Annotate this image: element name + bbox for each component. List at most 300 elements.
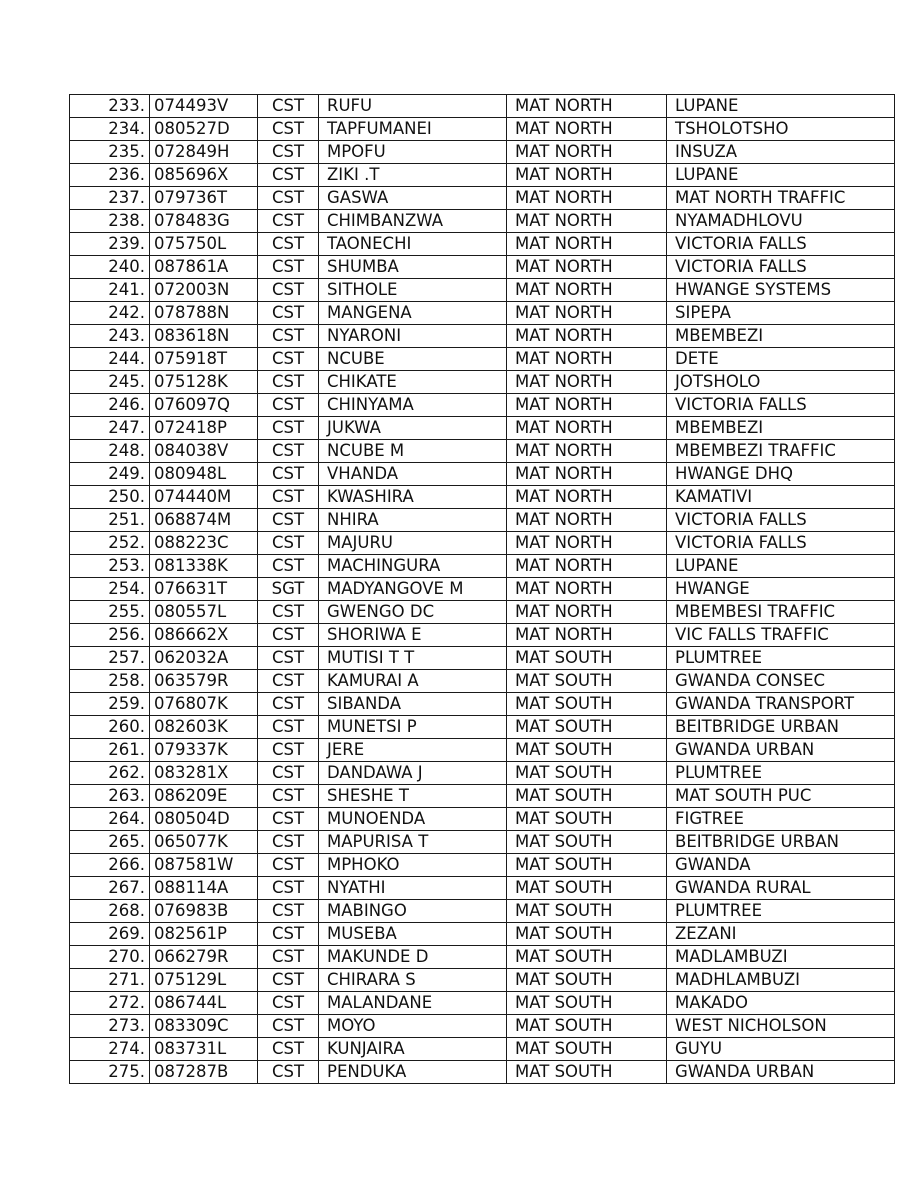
surname-cell: MUNOENDA: [319, 808, 507, 831]
row-number-cell: 258.: [70, 670, 150, 693]
force-number-cell: 083281X: [150, 762, 258, 785]
station-cell: KAMATIVI: [667, 486, 895, 509]
row-number-cell: 256.: [70, 624, 150, 647]
table-row: [70, 923, 895, 946]
row-number-cell: 235.: [70, 141, 150, 164]
surname-cell: JUKWA: [319, 417, 507, 440]
table-row: [70, 831, 895, 854]
row-number-cell: 242.: [70, 302, 150, 325]
roster-table: [69, 94, 895, 1084]
province-cell: MAT NORTH: [507, 348, 667, 371]
surname-cell: MABINGO: [319, 900, 507, 923]
force-number-cell: 087287B: [150, 1061, 258, 1084]
province-cell: MAT NORTH: [507, 624, 667, 647]
province-cell: MAT NORTH: [507, 555, 667, 578]
rank-cell: CST: [258, 1038, 319, 1061]
force-number-cell: 068874M: [150, 509, 258, 532]
table-row: [70, 256, 895, 279]
table-row: [70, 739, 895, 762]
rank-cell: CST: [258, 923, 319, 946]
table-row: [70, 440, 895, 463]
force-number-cell: 075129L: [150, 969, 258, 992]
table-row: [70, 693, 895, 716]
row-number-cell: 275.: [70, 1061, 150, 1084]
row-number-cell: 264.: [70, 808, 150, 831]
surname-cell: MALANDANE: [319, 992, 507, 1015]
force-number-cell: 086744L: [150, 992, 258, 1015]
station-cell: HWANGE: [667, 578, 895, 601]
station-cell: MBEMBESI TRAFFIC: [667, 601, 895, 624]
force-number-cell: 065077K: [150, 831, 258, 854]
surname-cell: MPHOKO: [319, 854, 507, 877]
row-number-cell: 262.: [70, 762, 150, 785]
table-row: [70, 164, 895, 187]
province-cell: MAT SOUTH: [507, 647, 667, 670]
station-cell: GWANDA URBAN: [667, 739, 895, 762]
table-row: [70, 1061, 895, 1084]
row-number-cell: 245.: [70, 371, 150, 394]
province-cell: MAT SOUTH: [507, 1015, 667, 1038]
row-number-cell: 247.: [70, 417, 150, 440]
table-row: [70, 762, 895, 785]
station-cell: JOTSHOLO: [667, 371, 895, 394]
table-row: [70, 877, 895, 900]
surname-cell: CHIRARA S: [319, 969, 507, 992]
force-number-cell: 087581W: [150, 854, 258, 877]
row-number-cell: 273.: [70, 1015, 150, 1038]
table-row: [70, 808, 895, 831]
table-row: [70, 509, 895, 532]
force-number-cell: 086209E: [150, 785, 258, 808]
rank-cell: CST: [258, 95, 319, 118]
rank-cell: CST: [258, 233, 319, 256]
province-cell: MAT SOUTH: [507, 762, 667, 785]
province-cell: MAT SOUTH: [507, 992, 667, 1015]
rank-cell: CST: [258, 210, 319, 233]
row-number-cell: 263.: [70, 785, 150, 808]
rank-cell: CST: [258, 762, 319, 785]
row-number-cell: 249.: [70, 463, 150, 486]
table-row: [70, 95, 895, 118]
province-cell: MAT NORTH: [507, 440, 667, 463]
province-cell: MAT NORTH: [507, 164, 667, 187]
table-row: [70, 302, 895, 325]
row-number-cell: 244.: [70, 348, 150, 371]
row-number-cell: 267.: [70, 877, 150, 900]
province-cell: MAT SOUTH: [507, 854, 667, 877]
rank-cell: CST: [258, 371, 319, 394]
table-row: [70, 624, 895, 647]
rank-cell: CST: [258, 670, 319, 693]
station-cell: VICTORIA FALLS: [667, 509, 895, 532]
force-number-cell: 074440M: [150, 486, 258, 509]
station-cell: MAKADO: [667, 992, 895, 1015]
table-row: [70, 325, 895, 348]
force-number-cell: 080527D: [150, 118, 258, 141]
province-cell: MAT SOUTH: [507, 923, 667, 946]
rank-cell: CST: [258, 187, 319, 210]
row-number-cell: 268.: [70, 900, 150, 923]
surname-cell: CHINYAMA: [319, 394, 507, 417]
force-number-cell: 084038V: [150, 440, 258, 463]
force-number-cell: 066279R: [150, 946, 258, 969]
station-cell: GWANDA: [667, 854, 895, 877]
surname-cell: MUSEBA: [319, 923, 507, 946]
rank-cell: CST: [258, 877, 319, 900]
force-number-cell: 087861A: [150, 256, 258, 279]
force-number-cell: 079337K: [150, 739, 258, 762]
station-cell: LUPANE: [667, 164, 895, 187]
table-row: [70, 463, 895, 486]
province-cell: MAT SOUTH: [507, 670, 667, 693]
row-number-cell: 259.: [70, 693, 150, 716]
surname-cell: CHIKATE: [319, 371, 507, 394]
station-cell: PLUMTREE: [667, 762, 895, 785]
rank-cell: CST: [258, 601, 319, 624]
surname-cell: SHORIWA E: [319, 624, 507, 647]
province-cell: MAT SOUTH: [507, 946, 667, 969]
province-cell: MAT NORTH: [507, 187, 667, 210]
rank-cell: SGT: [258, 578, 319, 601]
station-cell: ZEZANI: [667, 923, 895, 946]
surname-cell: PENDUKA: [319, 1061, 507, 1084]
station-cell: SIPEPA: [667, 302, 895, 325]
force-number-cell: 072003N: [150, 279, 258, 302]
force-number-cell: 082603K: [150, 716, 258, 739]
surname-cell: RUFU: [319, 95, 507, 118]
province-cell: MAT SOUTH: [507, 1038, 667, 1061]
station-cell: MAT NORTH TRAFFIC: [667, 187, 895, 210]
station-cell: WEST NICHOLSON: [667, 1015, 895, 1038]
province-cell: MAT SOUTH: [507, 900, 667, 923]
province-cell: MAT NORTH: [507, 371, 667, 394]
surname-cell: DANDAWA J: [319, 762, 507, 785]
province-cell: MAT NORTH: [507, 601, 667, 624]
force-number-cell: 079736T: [150, 187, 258, 210]
station-cell: LUPANE: [667, 95, 895, 118]
rank-cell: CST: [258, 486, 319, 509]
rank-cell: CST: [258, 647, 319, 670]
province-cell: MAT SOUTH: [507, 739, 667, 762]
province-cell: MAT SOUTH: [507, 1061, 667, 1084]
surname-cell: KWASHIRA: [319, 486, 507, 509]
surname-cell: MADYANGOVE M: [319, 578, 507, 601]
province-cell: MAT NORTH: [507, 325, 667, 348]
force-number-cell: 080557L: [150, 601, 258, 624]
surname-cell: MUNETSI P: [319, 716, 507, 739]
station-cell: MBEMBEZI: [667, 325, 895, 348]
rank-cell: CST: [258, 831, 319, 854]
row-number-cell: 238.: [70, 210, 150, 233]
province-cell: MAT SOUTH: [507, 831, 667, 854]
station-cell: VICTORIA FALLS: [667, 532, 895, 555]
station-cell: MADLAMBUZI: [667, 946, 895, 969]
surname-cell: KUNJAIRA: [319, 1038, 507, 1061]
row-number-cell: 261.: [70, 739, 150, 762]
force-number-cell: 072849H: [150, 141, 258, 164]
surname-cell: MPOFU: [319, 141, 507, 164]
table-row: [70, 670, 895, 693]
row-number-cell: 254.: [70, 578, 150, 601]
table-row: [70, 1015, 895, 1038]
province-cell: MAT NORTH: [507, 118, 667, 141]
province-cell: MAT SOUTH: [507, 785, 667, 808]
force-number-cell: 083309C: [150, 1015, 258, 1038]
rank-cell: CST: [258, 946, 319, 969]
table-row: [70, 992, 895, 1015]
surname-cell: SITHOLE: [319, 279, 507, 302]
province-cell: MAT NORTH: [507, 578, 667, 601]
surname-cell: ZIKI .T: [319, 164, 507, 187]
force-number-cell: 082561P: [150, 923, 258, 946]
force-number-cell: 075128K: [150, 371, 258, 394]
row-number-cell: 251.: [70, 509, 150, 532]
force-number-cell: 088223C: [150, 532, 258, 555]
surname-cell: MOYO: [319, 1015, 507, 1038]
surname-cell: MACHINGURA: [319, 555, 507, 578]
row-number-cell: 234.: [70, 118, 150, 141]
row-number-cell: 236.: [70, 164, 150, 187]
table-row: [70, 578, 895, 601]
surname-cell: NCUBE: [319, 348, 507, 371]
surname-cell: JERE: [319, 739, 507, 762]
rank-cell: CST: [258, 739, 319, 762]
province-cell: MAT NORTH: [507, 417, 667, 440]
station-cell: BEITBRIDGE URBAN: [667, 831, 895, 854]
row-number-cell: 252.: [70, 532, 150, 555]
station-cell: MBEMBEZI: [667, 417, 895, 440]
table-row: [70, 1038, 895, 1061]
table-row: [70, 946, 895, 969]
station-cell: HWANGE SYSTEMS: [667, 279, 895, 302]
row-number-cell: 239.: [70, 233, 150, 256]
surname-cell: GASWA: [319, 187, 507, 210]
station-cell: BEITBRIDGE URBAN: [667, 716, 895, 739]
station-cell: VICTORIA FALLS: [667, 233, 895, 256]
rank-cell: CST: [258, 624, 319, 647]
force-number-cell: 080948L: [150, 463, 258, 486]
station-cell: GUYU: [667, 1038, 895, 1061]
table-row: [70, 486, 895, 509]
force-number-cell: 083618N: [150, 325, 258, 348]
surname-cell: KAMURAI A: [319, 670, 507, 693]
rank-cell: CST: [258, 463, 319, 486]
rank-cell: CST: [258, 693, 319, 716]
rank-cell: CST: [258, 279, 319, 302]
station-cell: MBEMBEZI TRAFFIC: [667, 440, 895, 463]
rank-cell: CST: [258, 141, 319, 164]
surname-cell: SHUMBA: [319, 256, 507, 279]
surname-cell: TAPFUMANEI: [319, 118, 507, 141]
row-number-cell: 271.: [70, 969, 150, 992]
province-cell: MAT SOUTH: [507, 693, 667, 716]
table-row: [70, 854, 895, 877]
surname-cell: VHANDA: [319, 463, 507, 486]
roster-table-body: [70, 95, 895, 1084]
surname-cell: MAKUNDE D: [319, 946, 507, 969]
surname-cell: MAPURISA T: [319, 831, 507, 854]
station-cell: HWANGE DHQ: [667, 463, 895, 486]
table-row: [70, 969, 895, 992]
surname-cell: NHIRA: [319, 509, 507, 532]
table-row: [70, 417, 895, 440]
table-row: [70, 233, 895, 256]
station-cell: VICTORIA FALLS: [667, 394, 895, 417]
station-cell: PLUMTREE: [667, 647, 895, 670]
table-row: [70, 371, 895, 394]
station-cell: INSUZA: [667, 141, 895, 164]
province-cell: MAT NORTH: [507, 463, 667, 486]
surname-cell: NYARONI: [319, 325, 507, 348]
province-cell: MAT NORTH: [507, 279, 667, 302]
station-cell: GWANDA RURAL: [667, 877, 895, 900]
table-row: [70, 187, 895, 210]
rank-cell: CST: [258, 532, 319, 555]
rank-cell: CST: [258, 417, 319, 440]
force-number-cell: 062032A: [150, 647, 258, 670]
table-row: [70, 555, 895, 578]
rank-cell: CST: [258, 348, 319, 371]
force-number-cell: 080504D: [150, 808, 258, 831]
rank-cell: CST: [258, 808, 319, 831]
province-cell: MAT SOUTH: [507, 969, 667, 992]
row-number-cell: 270.: [70, 946, 150, 969]
table-row: [70, 900, 895, 923]
rank-cell: CST: [258, 992, 319, 1015]
surname-cell: SHESHE T: [319, 785, 507, 808]
surname-cell: MUTISI T T: [319, 647, 507, 670]
province-cell: MAT NORTH: [507, 509, 667, 532]
station-cell: TSHOLOTSHO: [667, 118, 895, 141]
force-number-cell: 076983B: [150, 900, 258, 923]
force-number-cell: 074493V: [150, 95, 258, 118]
rank-cell: CST: [258, 969, 319, 992]
row-number-cell: 246.: [70, 394, 150, 417]
province-cell: MAT NORTH: [507, 141, 667, 164]
rank-cell: CST: [258, 555, 319, 578]
surname-cell: CHIMBANZWA: [319, 210, 507, 233]
table-row: [70, 279, 895, 302]
row-number-cell: 265.: [70, 831, 150, 854]
station-cell: GWANDA CONSEC: [667, 670, 895, 693]
force-number-cell: 076097Q: [150, 394, 258, 417]
force-number-cell: 081338K: [150, 555, 258, 578]
force-number-cell: 078788N: [150, 302, 258, 325]
station-cell: GWANDA URBAN: [667, 1061, 895, 1084]
surname-cell: TAONECHI: [319, 233, 507, 256]
table-row: [70, 532, 895, 555]
station-cell: MAT SOUTH PUC: [667, 785, 895, 808]
station-cell: NYAMADHLOVU: [667, 210, 895, 233]
station-cell: VIC FALLS TRAFFIC: [667, 624, 895, 647]
table-row: [70, 647, 895, 670]
row-number-cell: 248.: [70, 440, 150, 463]
table-row: [70, 394, 895, 417]
row-number-cell: 260.: [70, 716, 150, 739]
rank-cell: CST: [258, 440, 319, 463]
station-cell: VICTORIA FALLS: [667, 256, 895, 279]
table-row: [70, 601, 895, 624]
table-row: [70, 348, 895, 371]
row-number-cell: 240.: [70, 256, 150, 279]
rank-cell: CST: [258, 118, 319, 141]
table-row: [70, 118, 895, 141]
force-number-cell: 078483G: [150, 210, 258, 233]
row-number-cell: 243.: [70, 325, 150, 348]
force-number-cell: 063579R: [150, 670, 258, 693]
force-number-cell: 083731L: [150, 1038, 258, 1061]
force-number-cell: 085696X: [150, 164, 258, 187]
rank-cell: CST: [258, 716, 319, 739]
force-number-cell: 086662X: [150, 624, 258, 647]
force-number-cell: 075918T: [150, 348, 258, 371]
province-cell: MAT NORTH: [507, 394, 667, 417]
row-number-cell: 253.: [70, 555, 150, 578]
surname-cell: GWENGO DC: [319, 601, 507, 624]
surname-cell: SIBANDA: [319, 693, 507, 716]
station-cell: FIGTREE: [667, 808, 895, 831]
surname-cell: NCUBE M: [319, 440, 507, 463]
table-row: [70, 716, 895, 739]
table-row: [70, 785, 895, 808]
table-row: [70, 210, 895, 233]
station-cell: PLUMTREE: [667, 900, 895, 923]
row-number-cell: 272.: [70, 992, 150, 1015]
province-cell: MAT NORTH: [507, 302, 667, 325]
rank-cell: CST: [258, 900, 319, 923]
province-cell: MAT NORTH: [507, 210, 667, 233]
rank-cell: CST: [258, 302, 319, 325]
province-cell: MAT NORTH: [507, 486, 667, 509]
province-cell: MAT NORTH: [507, 95, 667, 118]
table-row: [70, 141, 895, 164]
station-cell: LUPANE: [667, 555, 895, 578]
row-number-cell: 241.: [70, 279, 150, 302]
station-cell: GWANDA TRANSPORT: [667, 693, 895, 716]
rank-cell: CST: [258, 509, 319, 532]
row-number-cell: 237.: [70, 187, 150, 210]
rank-cell: CST: [258, 1061, 319, 1084]
rank-cell: CST: [258, 394, 319, 417]
force-number-cell: 072418P: [150, 417, 258, 440]
rank-cell: CST: [258, 785, 319, 808]
surname-cell: MANGENA: [319, 302, 507, 325]
surname-cell: MAJURU: [319, 532, 507, 555]
rank-cell: CST: [258, 854, 319, 877]
rank-cell: CST: [258, 1015, 319, 1038]
province-cell: MAT NORTH: [507, 233, 667, 256]
force-number-cell: 076807K: [150, 693, 258, 716]
province-cell: MAT SOUTH: [507, 716, 667, 739]
surname-cell: NYATHI: [319, 877, 507, 900]
force-number-cell: 075750L: [150, 233, 258, 256]
row-number-cell: 255.: [70, 601, 150, 624]
force-number-cell: 076631T: [150, 578, 258, 601]
row-number-cell: 266.: [70, 854, 150, 877]
station-cell: DETE: [667, 348, 895, 371]
row-number-cell: 274.: [70, 1038, 150, 1061]
row-number-cell: 257.: [70, 647, 150, 670]
station-cell: MADHLAMBUZI: [667, 969, 895, 992]
rank-cell: CST: [258, 325, 319, 348]
province-cell: MAT NORTH: [507, 532, 667, 555]
province-cell: MAT NORTH: [507, 256, 667, 279]
rank-cell: CST: [258, 164, 319, 187]
province-cell: MAT SOUTH: [507, 877, 667, 900]
row-number-cell: 269.: [70, 923, 150, 946]
row-number-cell: 250.: [70, 486, 150, 509]
rank-cell: CST: [258, 256, 319, 279]
